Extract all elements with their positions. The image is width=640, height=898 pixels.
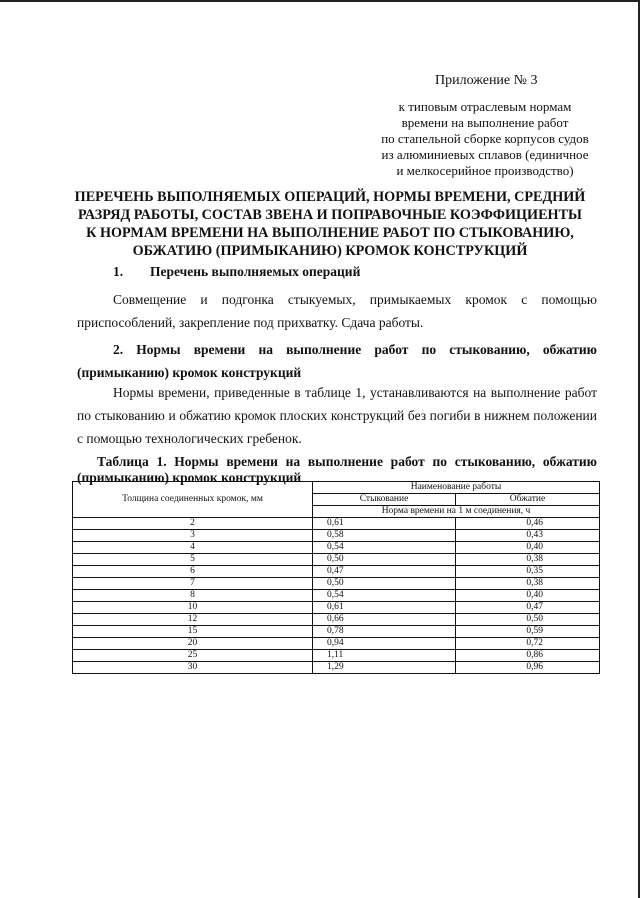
cell-joining-time: 0,58 xyxy=(313,530,456,542)
table-row xyxy=(73,614,600,626)
cell-crimping-time: 0,38 xyxy=(456,578,600,590)
cell-joining-time: 0,47 xyxy=(313,566,456,578)
cell-thickness: 10 xyxy=(73,602,313,614)
cell-joining-time: 0,66 xyxy=(313,614,456,626)
section2-title-line: 2. Нормы времени на выполнение работ по стыкованию, обжатию xyxy=(113,342,597,357)
appendix-subtitle-line: и мелкосерийное производство) xyxy=(396,163,574,178)
cell-crimping-time: 0,86 xyxy=(456,650,600,662)
scan-edge-top xyxy=(0,0,640,2)
table-row xyxy=(73,518,600,530)
section2-text-line: Нормы времени, приведенные в таблице 1, устанавливаются на выполнение работ xyxy=(113,385,597,400)
cell-crimping-time: 0,47 xyxy=(456,602,600,614)
cell-crimping-time: 0,40 xyxy=(456,590,600,602)
table-row xyxy=(73,542,600,554)
cell-crimping-time: 0,40 xyxy=(456,542,600,554)
section2-title xyxy=(77,338,597,384)
appendix-subtitle-line: по стапельной сборке корпусов судов xyxy=(381,131,589,146)
cell-thickness: 20 xyxy=(73,638,313,650)
heading-line: РАЗРЯД РАБОТЫ, СОСТАВ ЗВЕНА И ПОПРАВОЧНЫЕ КОЭФФИЦИЕНТЫ xyxy=(78,207,582,223)
table-row xyxy=(73,554,600,566)
cell-joining-time: 0,61 xyxy=(313,602,456,614)
table-row xyxy=(73,638,600,650)
section2-title-line: (примыканию) кромок конструкций xyxy=(77,365,302,380)
cell-crimping-time: 0,96 xyxy=(456,662,600,674)
cell-joining-time: 0,54 xyxy=(313,542,456,554)
table-row xyxy=(73,578,600,590)
table-row xyxy=(73,650,600,662)
cell-joining-time: 1,29 xyxy=(313,662,456,674)
cell-crimping-time: 0,72 xyxy=(456,638,600,650)
table-row xyxy=(73,566,600,578)
cell-thickness: 25 xyxy=(73,650,313,662)
cell-crimping-time: 0,50 xyxy=(456,614,600,626)
section2-text-line: с помощью технологических гребенок. xyxy=(77,431,302,446)
table-header-row xyxy=(73,482,600,494)
document-heading xyxy=(60,188,600,260)
cell-joining-time: 0,50 xyxy=(313,578,456,590)
norms-table xyxy=(72,481,600,674)
cell-crimping-time: 0,59 xyxy=(456,626,600,638)
cell-thickness: 7 xyxy=(73,578,313,590)
section1-number: 1. xyxy=(113,264,124,279)
header-joining: Стыкование xyxy=(313,494,456,506)
cell-joining-time: 0,54 xyxy=(313,590,456,602)
appendix-subtitle-line: из алюминиевых сплавов (единичное xyxy=(381,147,589,162)
header-crimping: Обжатие xyxy=(456,494,600,506)
cell-joining-time: 1,11 xyxy=(313,650,456,662)
cell-thickness: 12 xyxy=(73,614,313,626)
cell-thickness: 3 xyxy=(73,530,313,542)
cell-crimping-time: 0,43 xyxy=(456,530,600,542)
section2-text xyxy=(77,381,597,450)
cell-crimping-time: 0,46 xyxy=(456,518,600,530)
cell-thickness: 4 xyxy=(73,542,313,554)
table-row xyxy=(73,590,600,602)
appendix-subtitle-line: к типовым отраслевым нормам xyxy=(398,99,572,114)
section1-text xyxy=(77,288,597,334)
header-time-norm: Норма времени на 1 м соединения, ч xyxy=(313,506,600,518)
table-row xyxy=(73,602,600,614)
appendix-title: Приложение № 3 xyxy=(435,73,538,88)
cell-thickness: 15 xyxy=(73,626,313,638)
heading-line: ОБЖАТИЮ (ПРИМЫКАНИЮ) КРОМОК КОНСТРУКЦИЙ xyxy=(132,243,528,259)
cell-thickness: 2 xyxy=(73,518,313,530)
heading-line: К НОРМАМ ВРЕМЕНИ НА ВЫПОЛНЕНИЕ РАБОТ ПО СТЫКОВАНИЮ, xyxy=(86,225,574,241)
appendix-subtitle xyxy=(360,99,610,179)
section1-text-line: Совмещение и подгонка стыкуемых, примыкаемых кромок с помощью xyxy=(113,292,597,307)
section2-text-line: по стыкованию и обжатию кромок плоских конструкций без погиби в нижнем положении xyxy=(77,408,597,423)
cell-crimping-time: 0,38 xyxy=(456,554,600,566)
cell-thickness: 5 xyxy=(73,554,313,566)
section1-text-line: приспособлений, закрепление под прихватку. Сдача работы. xyxy=(77,315,424,330)
cell-thickness: 8 xyxy=(73,590,313,602)
cell-thickness: 30 xyxy=(73,662,313,674)
table1-caption-line: (примыканию) кромок конструкций xyxy=(77,470,302,485)
cell-joining-time: 0,61 xyxy=(313,518,456,530)
table1-caption-line: Таблица 1. Нормы времени на выполнение работ по стыкованию, обжатию xyxy=(97,454,597,469)
cell-joining-time: 0,78 xyxy=(313,626,456,638)
table-row xyxy=(73,626,600,638)
appendix-subtitle-line: времени на выполнение работ xyxy=(401,115,569,130)
cell-thickness: 6 xyxy=(73,566,313,578)
table-row xyxy=(73,662,600,674)
cell-joining-time: 0,94 xyxy=(313,638,456,650)
cell-joining-time: 0,50 xyxy=(313,554,456,566)
header-work-name: Наименование работы xyxy=(313,482,600,494)
table-row xyxy=(73,530,600,542)
section1-title: Перечень выполняемых операций xyxy=(150,264,361,279)
heading-line: ПЕРЕЧЕНЬ ВЫПОЛНЯЕМЫХ ОПЕРАЦИЙ, НОРМЫ ВРЕМЕНИ, СРЕДНИЙ xyxy=(74,189,586,205)
cell-crimping-time: 0,35 xyxy=(456,566,600,578)
header-thickness: Толщина соединенных кромок, мм xyxy=(73,482,313,518)
